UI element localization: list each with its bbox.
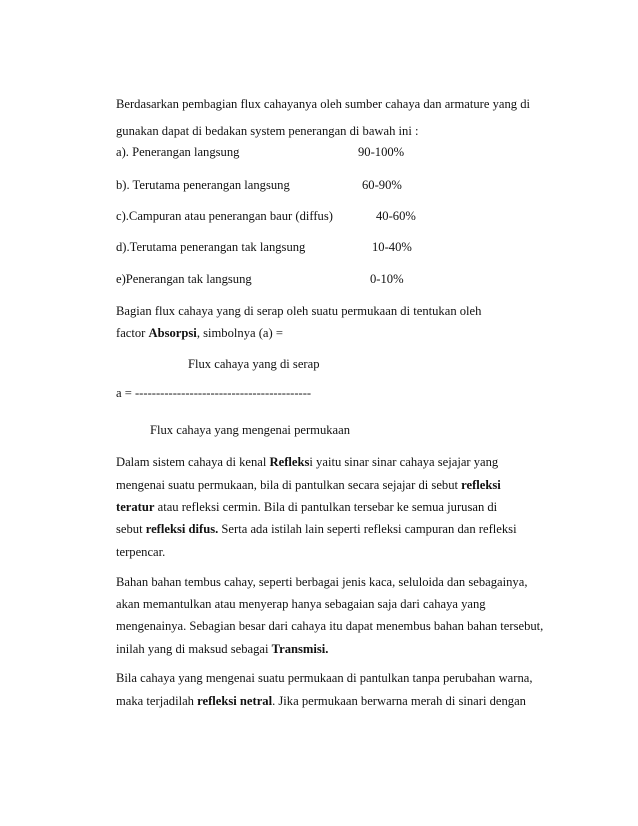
- text-run: mengenai suatu permukaan, bila di pantulkan secara sejajar di sebut: [116, 478, 462, 492]
- system-range-e: 0-10%: [370, 272, 404, 286]
- transmission-line-2: akan memantulkan atau menyerap hanya sebagaian saja dari cahaya yang: [116, 597, 486, 611]
- system-label: c).Campuran atau penerangan baur (diffus): [116, 209, 333, 223]
- fraction-numerator: Flux cahaya yang di serap: [188, 357, 320, 371]
- text-run: sebut: [116, 522, 146, 536]
- fraction-denominator: Flux cahaya yang mengenai permukaan: [150, 423, 351, 437]
- system-range-c: 40-60%: [376, 209, 416, 223]
- absorption-term: Absorpsi: [148, 326, 197, 340]
- intro-line-2: gunakan dapat di bedakan system penerangan di bawah ini :: [116, 124, 419, 138]
- reflection-line-1: [116, 455, 498, 470]
- system-label: b). Terutama penerangan langsung: [116, 178, 290, 192]
- system-item-a: [116, 145, 239, 160]
- text-run: i yaitu sinar sinar cahaya sejajar yang: [309, 455, 499, 469]
- absorption-prefix: factor: [116, 326, 149, 340]
- neutral-line-2: [116, 694, 526, 709]
- text-run: . Jika permukaan berwarna merah di sinari dengan: [272, 694, 526, 708]
- transmission-line-3: mengenainya. Sebagian besar dari cahaya itu dapat menembus bahan bahan tersebut,: [116, 619, 544, 633]
- fraction-line: a = ------------------------------------------: [116, 386, 312, 400]
- system-label: a). Penerangan langsung: [116, 145, 240, 159]
- transmission-term: Transmisi.: [271, 642, 329, 656]
- text-run: Dalam sistem cahaya di kenal: [116, 455, 270, 469]
- reflection-regular-term: refleksi: [461, 478, 501, 492]
- reflection-line-2: [116, 478, 501, 493]
- system-item-d: [116, 240, 305, 255]
- system-item-c: [116, 209, 333, 224]
- system-label: e)Penerangan tak langsung: [116, 272, 252, 286]
- reflection-line-4: [116, 522, 517, 537]
- absorption-line-1: Bagian flux cahaya yang di serap oleh suatu permukaan di tentukan oleh: [116, 304, 482, 318]
- absorption-line-2: [116, 326, 283, 341]
- intro-line-1: Berdasarkan pembagian flux cahayanya oleh sumber cahaya dan armature yang di: [116, 97, 531, 111]
- reflection-regular-term-2: teratur: [116, 500, 155, 514]
- system-item-e: [116, 272, 252, 287]
- text-run: atau refleksi cermin. Bila di pantulkan tersebar ke semua jurusan di: [154, 500, 498, 514]
- neutral-line-1: Bila cahaya yang mengenai suatu permukaan di pantulkan tanpa perubahan warna,: [116, 671, 533, 685]
- system-range-d: 10-40%: [372, 240, 412, 254]
- system-range-b: 60-90%: [362, 178, 402, 192]
- system-item-b: [116, 178, 290, 193]
- reflection-line-3: [116, 500, 497, 515]
- absorption-suffix: , simbolnya (a) =: [196, 326, 283, 340]
- text-run: Serta ada istilah lain seperti refleksi campuran dan refleksi: [218, 522, 517, 536]
- transmission-line-4: [116, 642, 328, 657]
- reflection-line-5: terpencar.: [116, 545, 166, 559]
- system-label: d).Terutama penerangan tak langsung: [116, 240, 306, 254]
- neutral-reflection-term: refleksi netral: [197, 694, 273, 708]
- text-run: inilah yang di maksud sebagai: [116, 642, 272, 656]
- reflection-diffuse-term: refleksi difus.: [145, 522, 219, 536]
- text-run: maka terjadilah: [116, 694, 198, 708]
- transmission-line-1: Bahan bahan tembus cahay, seperti berbagai jenis kaca, seluloida dan sebagainya,: [116, 575, 528, 589]
- reflection-term: Refleks: [269, 455, 310, 469]
- system-range-a: 90-100%: [358, 145, 405, 159]
